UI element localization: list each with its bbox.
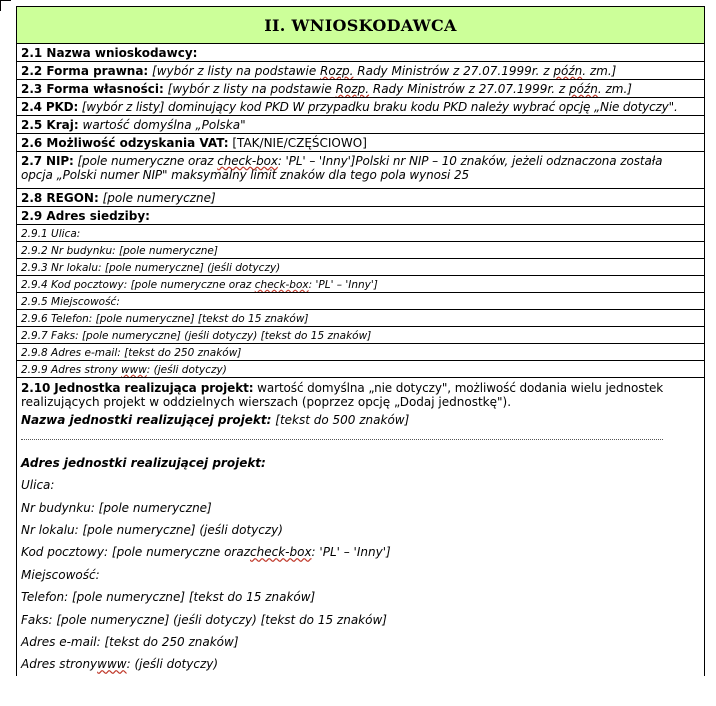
legal-form-value: [wybór z listy na podstawie Rozp. Rady Ministrów z 27.07.1999r. z późn. zm.]	[152, 64, 617, 78]
row-seat-address	[17, 207, 704, 225]
page-corner-marker	[0, 0, 11, 11]
unit-building-no: Nr budynku: [pole numeryczne]	[21, 500, 212, 515]
implementing-unit-line-2: realizujących projekt w oddzielnych wierszach (poprzez opcję „Dodaj jednostkę").	[21, 395, 512, 409]
regon-value: [pole numeryczne]	[102, 191, 216, 205]
implementing-unit-line-1: 2.10 Jednostka realizująca projekt: wartość domyślna „nie dotyczy", możliwość dodania wielu jednostek	[21, 381, 664, 395]
unit-address-list	[17, 474, 704, 676]
implementing-unit-section	[17, 378, 704, 427]
subrow-city: 2.9.5 Miejscowość:	[17, 293, 704, 310]
unit-postal-code: Kod pocztowy: [pole numeryczne oraz check-box : 'PL' – 'Inny']	[21, 545, 391, 560]
row-country	[17, 116, 704, 134]
country-label: 2.5 Kraj:	[21, 118, 79, 132]
subrow-fax: 2.9.7 Faks: [pole numeryczne] (jeśli dotyczy) [tekst do 15 znaków]	[17, 327, 704, 344]
unit-unit-no: Nr lokalu: [pole numeryczne] (jeśli dotyczy)	[21, 522, 283, 537]
regon-label: 2.8 REGON:	[21, 191, 99, 205]
row-vat-recovery	[17, 134, 704, 152]
unit-name-value: [tekst do 500 znaków]	[271, 413, 410, 427]
pkd-label: 2.4 PKD:	[21, 100, 79, 114]
subrow-unit-no: 2.9.3 Nr lokalu: [pole numeryczne] (jeśli dotyczy)	[17, 259, 704, 276]
ownership-form-label: 2.3 Forma własności:	[21, 82, 164, 96]
unit-fax: Faks: [pole numeryczne] (jeśli dotyczy) [tekst do 15 znaków]	[21, 612, 387, 627]
pkd-value: [wybór z listy] dominujący kod PKD W przypadku braku kodu PKD należy wybrać opcję „Nie dotyczy".	[81, 100, 678, 114]
unit-name-label: Nazwa jednostki realizującej projekt:	[21, 413, 272, 427]
nip-line-2: opcja „Polski numer NIP" maksymalny limit znaków dla tego pola wynosi 25	[21, 168, 470, 182]
applicant-form-table	[16, 6, 705, 676]
nip-label: 2.7 NIP:	[21, 154, 74, 168]
country-value: wartość domyślna „Polska"	[82, 118, 246, 132]
section-title: II. WNIOSKODAWCA	[17, 7, 704, 44]
row-nip	[17, 152, 704, 189]
implementing-unit-label: 2.10 Jednostka realizująca projekt:	[21, 381, 254, 395]
unit-street: Ulica:	[21, 478, 55, 493]
row-pkd	[17, 98, 704, 116]
row-regon	[17, 189, 704, 207]
subrow-phone: 2.9.6 Telefon: [pole numeryczne] [tekst do 15 znaków]	[17, 310, 704, 327]
ownership-form-value: [wybór z listy na podstawie Rozp. Rady Ministrów z 27.07.1999r. z późn. zm.]	[167, 82, 632, 96]
subrow-street: 2.9.1 Ulica:	[17, 225, 704, 242]
vat-recovery-label: 2.6 Możliwość odzyskania VAT:	[21, 136, 229, 150]
nip-line-1	[21, 154, 704, 168]
subrow-website: 2.9.9 Adres strony www: (jeśli dotyczy)	[17, 361, 704, 378]
subrow-postal-code: 2.9.4 Kod pocztowy: [pole numeryczne oraz check-box: 'PL' – 'Inny']	[17, 276, 704, 293]
seat-address-label: 2.9 Adres siedziby:	[21, 209, 150, 223]
row-legal-form	[17, 62, 704, 80]
dotted-separator	[21, 439, 663, 440]
unit-phone: Telefon: [pole numeryczne] [tekst do 15 znaków]	[21, 590, 316, 605]
unit-email: Adres e-mail: [tekst do 250 znaków]	[21, 634, 239, 649]
subrow-email: 2.9.8 Adres e-mail: [tekst do 250 znaków]	[17, 344, 704, 361]
row-ownership-form	[17, 80, 704, 98]
applicant-name-label: 2.1 Nazwa wnioskodawcy:	[21, 46, 198, 60]
unit-address-title: Adres jednostki realizującej projekt:	[21, 456, 266, 470]
vat-recovery-value: [TAK/NIE/CZĘŚCIOWO]	[232, 136, 367, 150]
unit-name-line	[21, 413, 704, 427]
unit-city: Miejscowość:	[21, 567, 100, 582]
nip-value: [pole numeryczne oraz check-box: 'PL' – 'Inny']Polski nr NIP – 10 znaków, jeżeli odznaczona została	[77, 154, 663, 168]
legal-form-label: 2.2 Forma prawna:	[21, 64, 149, 78]
row-applicant-name	[17, 44, 704, 62]
subrow-building-no: 2.9.2 Nr budynku: [pole numeryczne]	[17, 242, 704, 259]
unit-website: Adres strony www : (jeśli dotyczy)	[21, 657, 219, 672]
